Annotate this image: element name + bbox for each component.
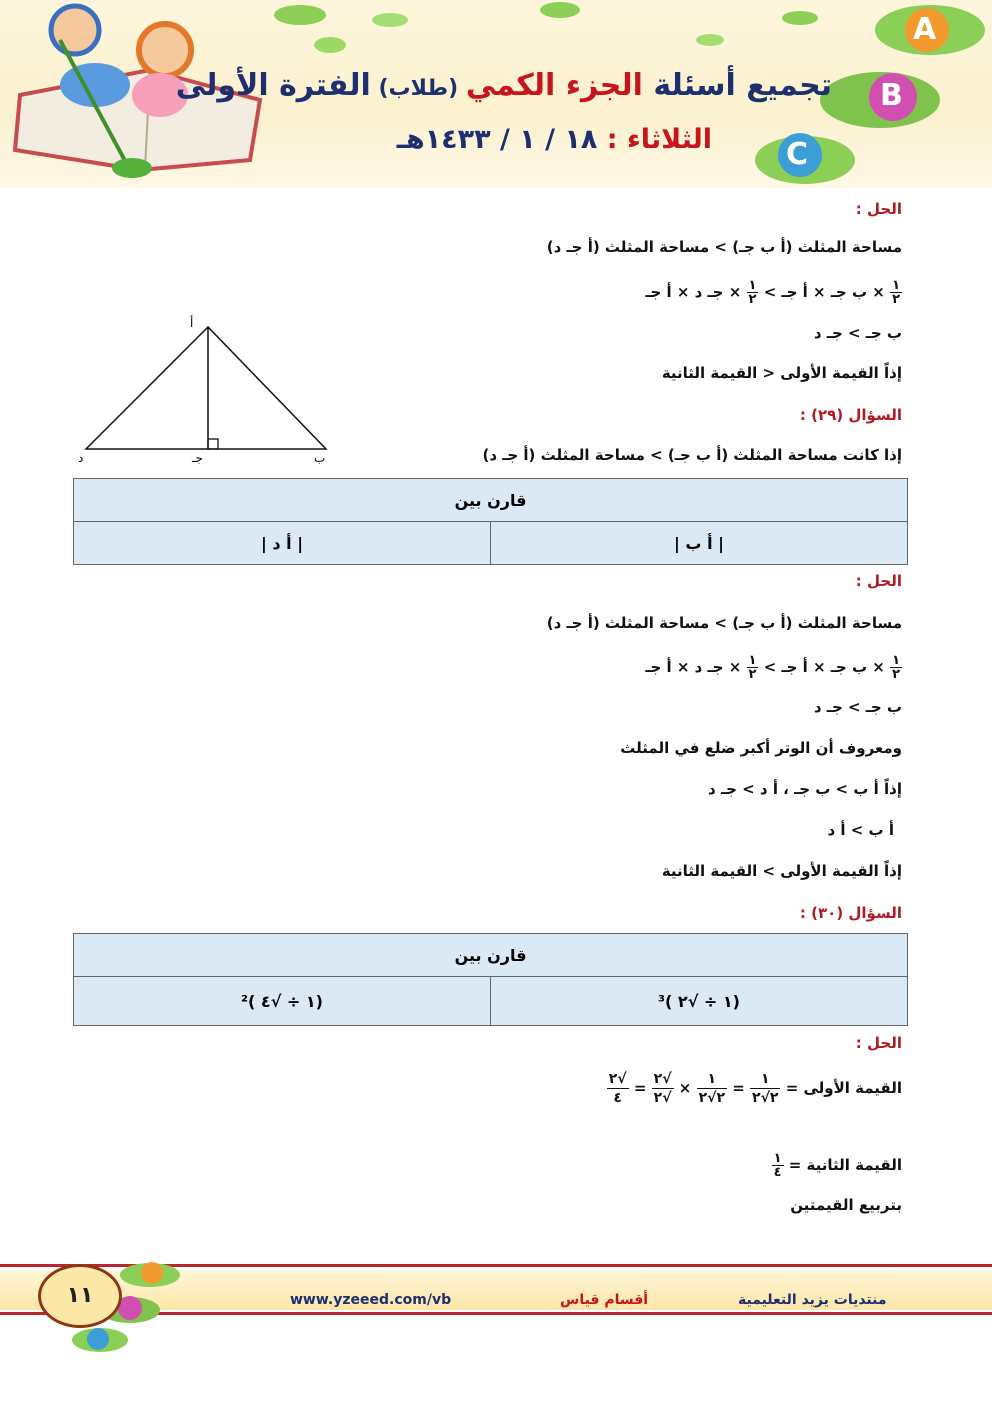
page-title [176, 68, 832, 103]
block2-equation [645, 654, 902, 681]
fraction-quarter: $\frac{١}{٤}$ [773, 1151, 782, 1180]
compare-col-a: | أ ب | [491, 522, 908, 565]
triangle-diagram [70, 315, 330, 465]
boy-illustration [51, 6, 99, 54]
second-value-label: القيمة الثانية = [788, 1156, 902, 1174]
footer-forum: منتديات يزيد التعليمية [738, 1292, 887, 1308]
solution-label-1: الحل : [855, 200, 902, 218]
compare-header: قارن بين [74, 479, 908, 522]
fraction-half: $\frac{١}{٢}$ [892, 653, 900, 682]
fraction-half: $\frac{١}{٢}$ [748, 278, 757, 307]
footer-section: أقسام قياس [560, 1292, 649, 1308]
compare-col-a: (١ ÷ √٢ )³ [491, 977, 908, 1026]
block1-eq-part2: × جـ د × أ جـ [645, 283, 742, 301]
vertex-d-label: د [78, 451, 84, 465]
squaring-note: بتربيع القيمتين [790, 1196, 902, 1214]
second-value-equation [772, 1152, 902, 1179]
fraction-half: $\frac{١}{٢}$ [892, 278, 900, 307]
compare-header: قارن بين [74, 934, 908, 977]
vertex-b-label: ب [314, 451, 326, 465]
block1-equation [645, 279, 902, 306]
compare-col-b: | أ د | [74, 522, 491, 565]
compare-table-29 [73, 478, 908, 565]
title-part-2: الجزء الكمي [465, 68, 643, 103]
block2-eq-part1: × ب جـ × أ جـ > [763, 658, 885, 676]
block2-line1: مساحة المثلث (أ ب جـ) > مساحة المثلث (أ جـ د) [546, 614, 902, 632]
fraction: $\frac{١}{٢√٢}$ [752, 1071, 779, 1106]
first-value-equation: القيمة الأولى = $\frac{١}{٢√٢}$ = $\frac{١}{٢√٢}$ × $\frac{√٢}{√٢}$ = $\frac{√٢}{٤}$ [608, 1071, 902, 1106]
page-number: ١١ [38, 1264, 122, 1328]
block2-eq-part2: × جـ د × أ جـ [645, 658, 742, 676]
block2-line7: إذاً القيمة الأولى > القيمة الثانية [661, 862, 902, 880]
first-value-label: القيمة الأولى = [785, 1079, 902, 1097]
footer-url[interactable]: www.yzeeed.com/vb [290, 1292, 452, 1308]
fraction: $\frac{١}{٢√٢}$ [698, 1071, 725, 1106]
date-value: ١٨ / ١ / ١٤٣٣هـ [396, 124, 598, 155]
day-label: الثلاثاء : [597, 124, 712, 155]
question-29-label: السؤال (٢٩) : [799, 406, 902, 424]
deco-letter-b: B [880, 78, 903, 113]
solution-label-3: الحل : [855, 1034, 902, 1052]
question-29-statement: إذا كانت مساحة المثلث (أ ب جـ) > مساحة المثلث (أ جـ د) [482, 446, 902, 464]
block1-line4: إذاً القيمة الأولى < القيمة الثانية [661, 364, 902, 382]
block1-eq-part1: × ب جـ × أ جـ > [763, 283, 885, 301]
fraction: $\frac{√٢}{٤}$ [608, 1071, 627, 1106]
page-header [0, 0, 992, 188]
compare-col-b: (١ ÷ √٤ )² [74, 977, 491, 1026]
compare-table-30 [73, 933, 908, 1026]
vertex-a-label: أ [190, 316, 194, 330]
block2-line3: ب جـ > جـ د [813, 698, 902, 716]
fraction-half: $\frac{١}{٢}$ [748, 653, 757, 682]
block1-line3: ب جـ > جـ د [813, 324, 902, 342]
title-part-3: (طلاب) [370, 76, 466, 101]
block2-line5: إذاً أ ب > ب جـ ، أ د > جـ د [708, 780, 902, 798]
question-30-label: السؤال (٣٠) : [799, 904, 902, 922]
deco-letter-a: A [913, 12, 937, 47]
deco-letter-c: C [786, 137, 809, 172]
block2-line6: أ ب > أ د [827, 821, 894, 839]
foot-label: جـ [192, 451, 203, 465]
page-date [397, 124, 712, 155]
title-part-1: تجميع أسئلة [642, 68, 832, 103]
solution-label-2: الحل : [855, 572, 902, 590]
block2-line4: ومعروف أن الوتر أكبر ضلع في المثلث [620, 739, 902, 757]
title-part-4: الفترة الأولى [175, 68, 371, 103]
block1-line1: مساحة المثلث (أ ب جـ) > مساحة المثلث (أ جـ د) [546, 238, 902, 256]
fraction: $\frac{√٢}{√٢}$ [653, 1071, 672, 1106]
